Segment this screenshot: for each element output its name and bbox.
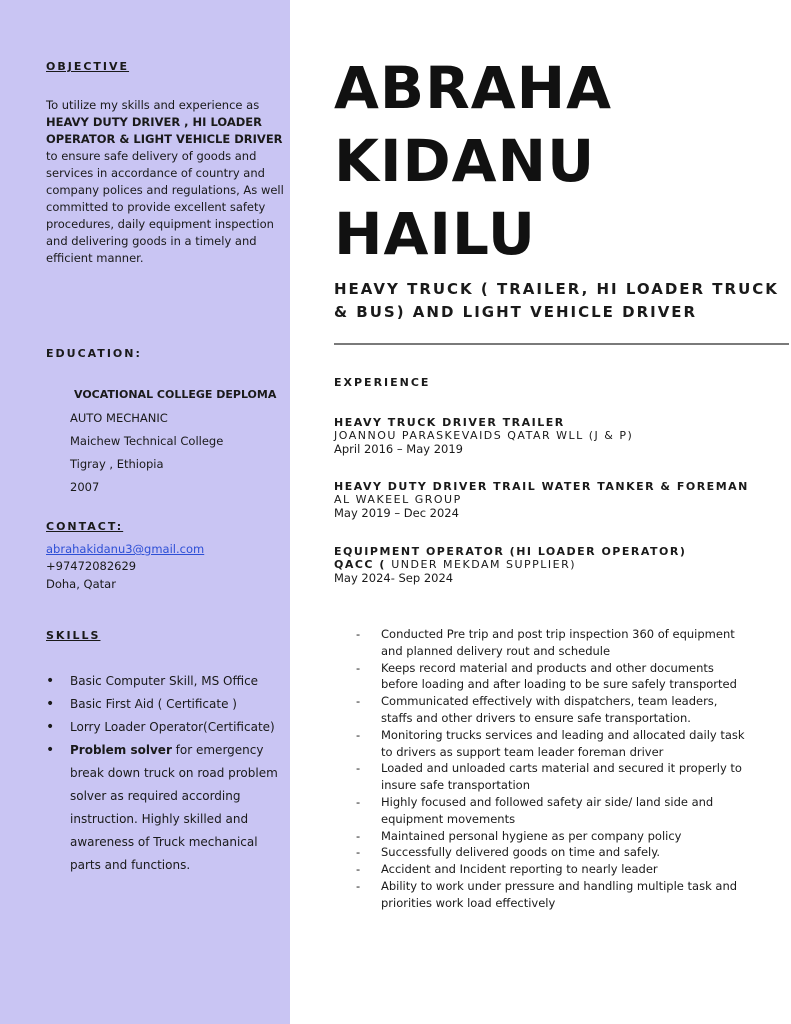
skill-item: • Lorry Loader Operator(Certificate) [46, 716, 288, 739]
duty-item: - Conducted Pre trip and post trip inspection 360 of equipment and planned delivery rout and schedule [356, 626, 751, 660]
education-school: Maichew Technical College [70, 434, 224, 448]
name-line-middle: KIDANU [334, 127, 596, 195]
job-title: EQUIPMENT OPERATOR (HI LOADER OPERATOR) [334, 545, 687, 558]
header-divider [334, 343, 789, 345]
job-dates: April 2016 – May 2019 [334, 442, 463, 456]
education-degree: VOCATIONAL COLLEGE DEPLOMA [74, 388, 277, 401]
job-dates: May 2024- Sep 2024 [334, 571, 454, 585]
objective-text-pre: To utilize my skills and experience as [46, 98, 260, 112]
duty-item: - Accident and Incident reporting to nearly leader [356, 861, 751, 878]
duty-item: - Maintained personal hygiene as per company policy [356, 828, 751, 845]
contact-heading: CONTACT: [46, 520, 124, 533]
contact-city: Doha, Qatar [46, 577, 116, 591]
name-line-first: ABRAHA [334, 54, 613, 122]
objective-text-post: to ensure safe delivery of goods and services in accordance of country and company polices and regulations, As well committed to provide excellent safety procedures, daily equipment inspection and delivering goods in a timely and efficient manner. [46, 149, 284, 265]
contact-email-link[interactable]: abrahakidanu3@gmail.com [46, 542, 205, 556]
education-heading: EDUCATION: [46, 347, 142, 360]
job-title: HEAVY DUTY DRIVER TRAIL WATER TANKER & FOREMAN [334, 480, 749, 493]
education-field: AUTO MECHANIC [70, 411, 168, 425]
job-dates: May 2019 – Dec 2024 [334, 506, 459, 520]
skills-heading: SKILLS [46, 629, 101, 642]
duty-item: - Ability to work under pressure and handling multiple task and priorities work load effectively [356, 878, 751, 912]
candidate-name [334, 52, 612, 271]
left-sidebar [0, 0, 290, 1024]
job-company: JOANNOU PARASKEVAIDS QATAR WLL (J & P) [334, 429, 634, 442]
objective-text-bold: HEAVY DUTY DRIVER , HI LOADER OPERATOR & LIGHT VEHICLE DRIVER [46, 115, 283, 146]
experience-heading: EXPERIENCE [334, 376, 431, 389]
skill-item: • Basic First Aid ( Certificate ) [46, 693, 288, 716]
job-entry [334, 480, 789, 520]
job-company: AL WAKEEL GROUP [334, 493, 462, 506]
job-role-title [334, 278, 791, 324]
duty-item: - Loaded and unloaded carts material and secured it properly to insure safe transportation [356, 760, 751, 794]
duty-item: - Successfully delivered goods on time and safely. [356, 844, 751, 861]
job-company [334, 558, 789, 571]
contact-phone: +97472082629 [46, 559, 137, 573]
objective-heading: OBJECTIVE [46, 60, 130, 73]
duties-list [356, 626, 751, 912]
skill-item: • Basic Computer Skill, MS Office [46, 670, 288, 693]
duty-item: - Highly focused and followed safety air side/ land side and equipment movements [356, 794, 751, 828]
education-location: Tigray , Ethiopia [70, 457, 164, 471]
objective-text [46, 97, 286, 267]
role-line-1: HEAVY TRUCK ( TRAILER, HI LOADER TRUCK [334, 280, 779, 298]
education-year: 2007 [70, 480, 100, 494]
job-entry [334, 545, 789, 585]
job-company-rest: UNDER MEKDAM SUPPLIER) [391, 558, 577, 571]
duty-item: - Keeps record material and products and other documents before loading and after loading to be sure safely transported [356, 660, 751, 694]
role-line-2: & BUS) AND LIGHT VEHICLE DRIVER [334, 303, 698, 321]
duty-item: - Monitoring trucks services and leading and allocated daily task to drivers as support team leader foreman driver [356, 727, 751, 761]
job-title: HEAVY TRUCK DRIVER TRAILER [334, 416, 565, 429]
skills-list [46, 670, 288, 877]
duty-item: - Communicated effectively with dispatchers, team leaders, staffs and other drivers to ensure safe transportation. [356, 693, 751, 727]
skill-item: • Problem solver for emergency break down truck on road problem solver as required according instruction. Highly skilled and awareness of Truck mechanical parts and functions. [46, 739, 288, 877]
main-content [290, 0, 791, 1024]
name-line-last: HAILU [334, 200, 536, 268]
job-company-bold: QACC ( [334, 558, 392, 571]
job-entry [334, 416, 789, 456]
